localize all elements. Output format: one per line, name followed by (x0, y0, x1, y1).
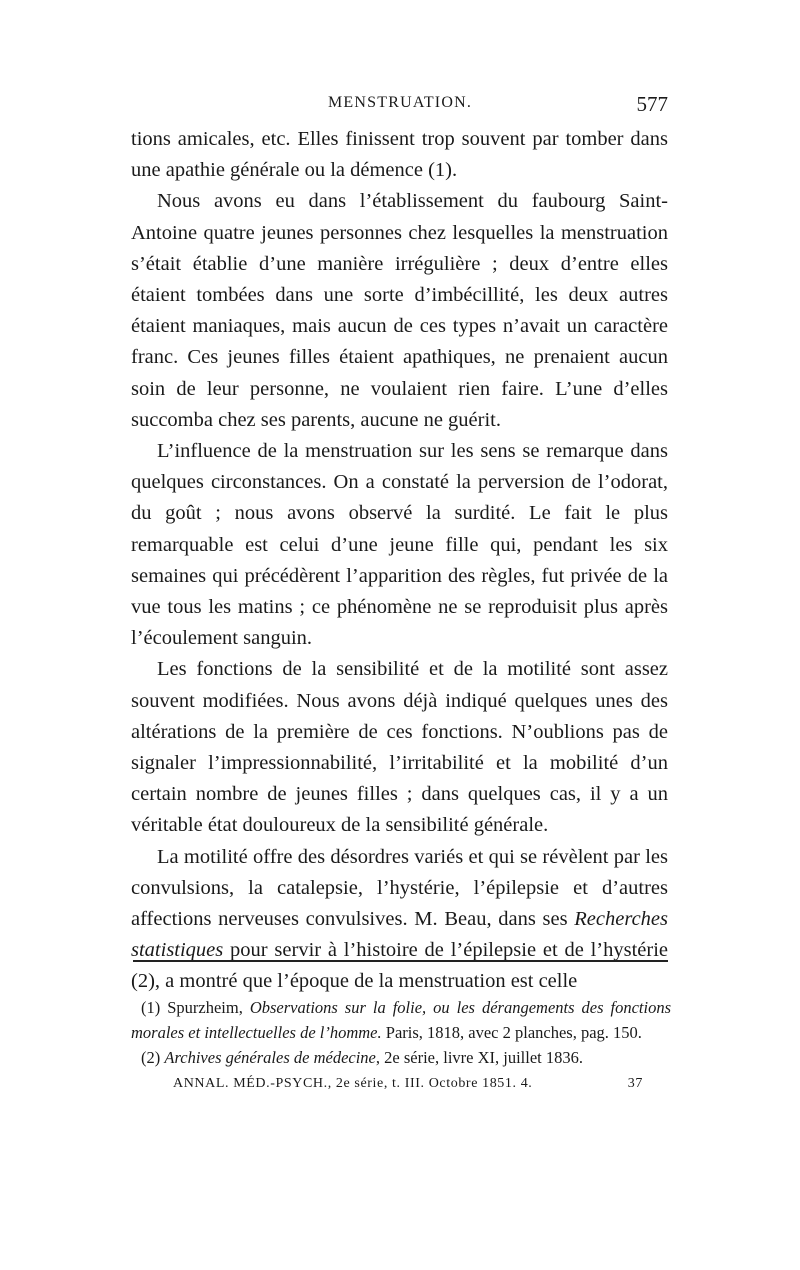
text-run: tions amicales, etc. Elles finissent trop souvent par tomber dans une apathie générale ou la démence (1). (131, 128, 668, 182)
text-run: Paris, 1818, avec 2 planches, pag. 150. (381, 1022, 642, 1042)
text-run: L’influence de la menstruation sur les sens se remarque dans quelques circonstances. On a constaté la perversion de l’odorat, du goût ; nous avons observé la surdité. Le fait le plus remarquable est celui d’une jeune fille qui, pendant les six semaines qui précédèrent l’apparition des règles, fut privée de la vue tous les matins ; ce phénomène ne se reproduisit plus après l’écoulement sanguin. (131, 440, 668, 650)
paragraph (131, 124, 668, 186)
footnotes (131, 996, 671, 1072)
body-text (131, 124, 668, 998)
footnote-rule (133, 960, 668, 962)
italic-text: Recherches statistiques (131, 908, 668, 962)
text-run: Nous avons eu dans l’établissement du faubourg Saint-Antoine quatre jeunes personnes chez lesquelles la menstruation s’était établie d’une manière irrégulière ; deux d’entre elles étaient tombées dans une sorte d’imbécillité, les deux autres étaient maniaques, mais aucun de ces types n’avait un caractère franc. Ces jeunes filles étaient apathiques, ne prenaient aucun soin de leur personne, ne voulaient rien faire. L’une d’elles succomba chez ses parents, aucune ne guérit. (131, 190, 668, 431)
running-head (130, 92, 670, 118)
paragraph (131, 436, 668, 654)
signature-text: ANNAL. MÉD.-PSYCH., 2e série, t. III. Octobre 1851. 4. (173, 1076, 533, 1091)
paragraph (131, 842, 668, 998)
running-title: MENSTRUATION. (328, 94, 473, 111)
page-number: 577 (636, 92, 668, 116)
text-run: pour servir à l’histoire de l’épilepsie et de l’hystérie (2), a montré que l’époque de la menstruation est celle (131, 939, 668, 993)
italic-text: Observations sur la folie, ou les dérangements des fonctions morales et intellectuelles de l’homme. (131, 998, 671, 1042)
footnote (131, 996, 671, 1045)
paragraph (131, 186, 668, 436)
footnote (131, 1046, 671, 1071)
text-run: (2) (141, 1048, 165, 1067)
paragraph (131, 654, 668, 841)
signature-line (173, 1076, 643, 1092)
signature-number: 37 (627, 1076, 643, 1091)
text-run: , 2e série, livre XI, juillet 1836. (375, 1048, 584, 1067)
text-run: La motilité offre des désordres variés et qui se révèlent par les convulsions, la catalepsie, l’hystérie, l’épilepsie et d’autres affections nerveuses convulsives. M. Beau, dans ses (131, 845, 668, 931)
text-run: Les fonctions de la sensibilité et de la motilité sont assez souvent modifiées. Nous avons déjà indiqué quelques unes des altérations de la première de ces fonctions. N’oublions pas de signaler l’impressionnabilité, l’irritabilité et la mobilité d’un certain nombre de jeunes filles ; dans quelques cas, il y a un véritable état douloureux de la sensibilité générale. (131, 658, 668, 837)
text-run: (1) Spurzheim, (141, 998, 250, 1017)
italic-text: Archives générales de médecine (164, 1048, 376, 1067)
